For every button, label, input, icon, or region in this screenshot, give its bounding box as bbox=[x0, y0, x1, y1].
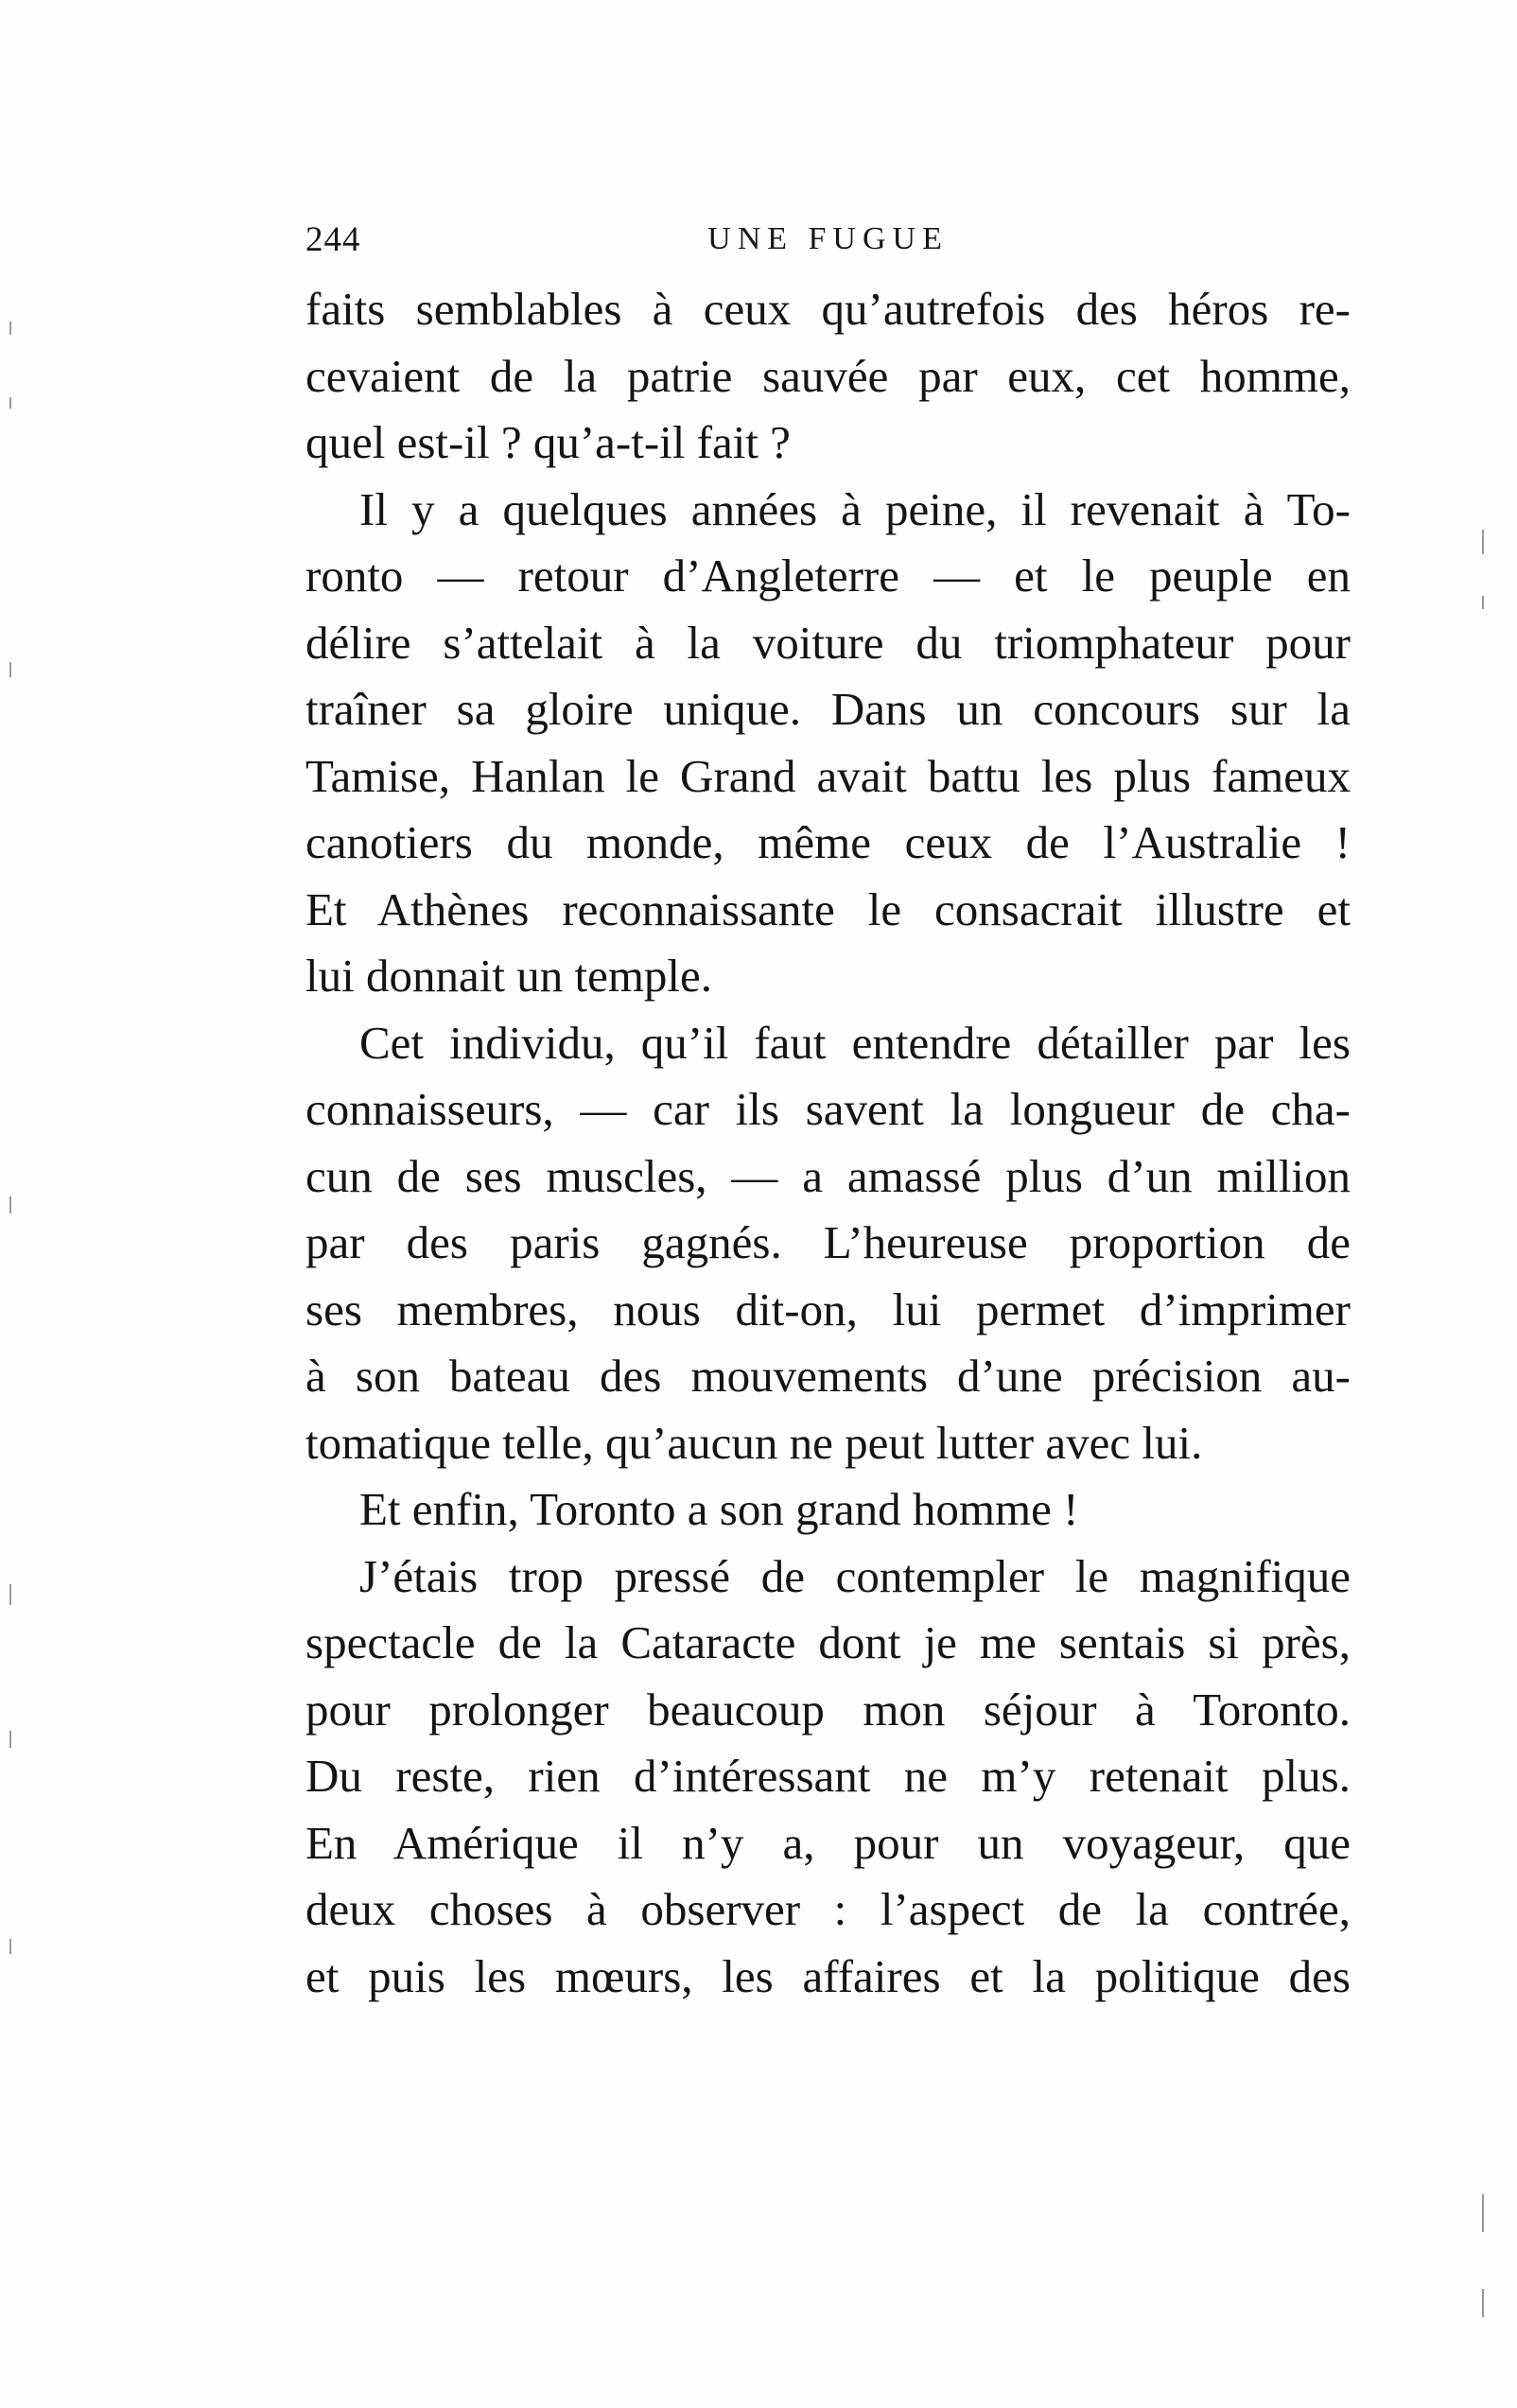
text-line: canotiers du monde, même ceux de l’Australie ! bbox=[305, 816, 1351, 868]
text-line: Du reste, rien d’intéressant ne m’y retenait plus. bbox=[305, 1750, 1351, 1802]
text-line: deux choses à observer : l’aspect de la contrée, bbox=[305, 1883, 1351, 1935]
text-line: Et Athènes reconnaissante le consacrait illustre et bbox=[305, 882, 1351, 935]
scan-mark bbox=[1482, 530, 1484, 554]
text-line: ses membres, nous dit-on, lui permet d’imprimer bbox=[305, 1283, 1351, 1335]
text-line: délire s’attelait à la voiture du triomphateur pour bbox=[305, 616, 1351, 669]
text-line: quel est-il ? qu’a-t-il fait ? bbox=[305, 416, 791, 468]
text-line: cun de ses muscles, — a amassé plus d’un million bbox=[305, 1149, 1351, 1202]
body-text bbox=[305, 276, 1351, 2010]
text-line: Cet individu, qu’il faut entendre détailler par les bbox=[359, 1016, 1351, 1069]
text-line: cevaient de la patrie sauvée par eux, cet homme, bbox=[305, 349, 1351, 402]
text-line: ronto — retour d’Angleterre — et le peuple en bbox=[305, 550, 1351, 602]
scan-mark bbox=[1482, 2289, 1484, 2317]
text-line: traîner sa gloire unique. Dans un concours sur la bbox=[305, 683, 1351, 735]
text-line: spectacle de la Cataracte dont je me sentais si près, bbox=[305, 1616, 1351, 1668]
text-line: pour prolonger beaucoup mon séjour à Toronto. bbox=[305, 1683, 1351, 1736]
text-line: connaisseurs, — car ils savent la longueur de cha- bbox=[305, 1083, 1351, 1135]
running-title: UNE FUGUE bbox=[707, 221, 949, 256]
text-line: Il y a quelques années à peine, il revenait à To- bbox=[359, 482, 1351, 535]
text-line: Tamise, Hanlan le Grand avait battu les plus fameux bbox=[305, 749, 1351, 802]
scan-mark bbox=[9, 1584, 11, 1605]
text-line: et puis les mœurs, les affaires et la politique des bbox=[305, 1949, 1351, 2002]
scan-mark bbox=[9, 1939, 11, 1954]
text-line: à son bateau des mouvements d’une précision au- bbox=[305, 1350, 1351, 1402]
page-number: 244 bbox=[305, 220, 361, 259]
scan-mark bbox=[9, 322, 11, 335]
scan-mark bbox=[9, 1196, 11, 1213]
scan-mark bbox=[9, 1731, 11, 1748]
scan-mark bbox=[9, 397, 11, 409]
text-line: tomatique telle, qu’aucun ne peut lutter avec lui. bbox=[305, 1416, 1203, 1469]
text-line: En Amérique il n’y a, pour un voyageur, que bbox=[305, 1816, 1351, 1869]
text-line: faits semblables à ceux qu’autrefois des héros re- bbox=[305, 283, 1351, 335]
scan-mark bbox=[1482, 596, 1484, 609]
text-line: lui donnait un temple. bbox=[305, 950, 713, 1002]
text-line: par des paris gagnés. L’heureuse proportion de bbox=[305, 1216, 1351, 1268]
text-line: Et enfin, Toronto a son grand homme ! bbox=[359, 1483, 1079, 1535]
running-head bbox=[305, 219, 1351, 276]
scan-mark bbox=[9, 662, 11, 677]
scan-mark bbox=[1482, 2194, 1484, 2232]
text-line: J’étais trop pressé de contempler le magnifique bbox=[359, 1549, 1351, 1602]
